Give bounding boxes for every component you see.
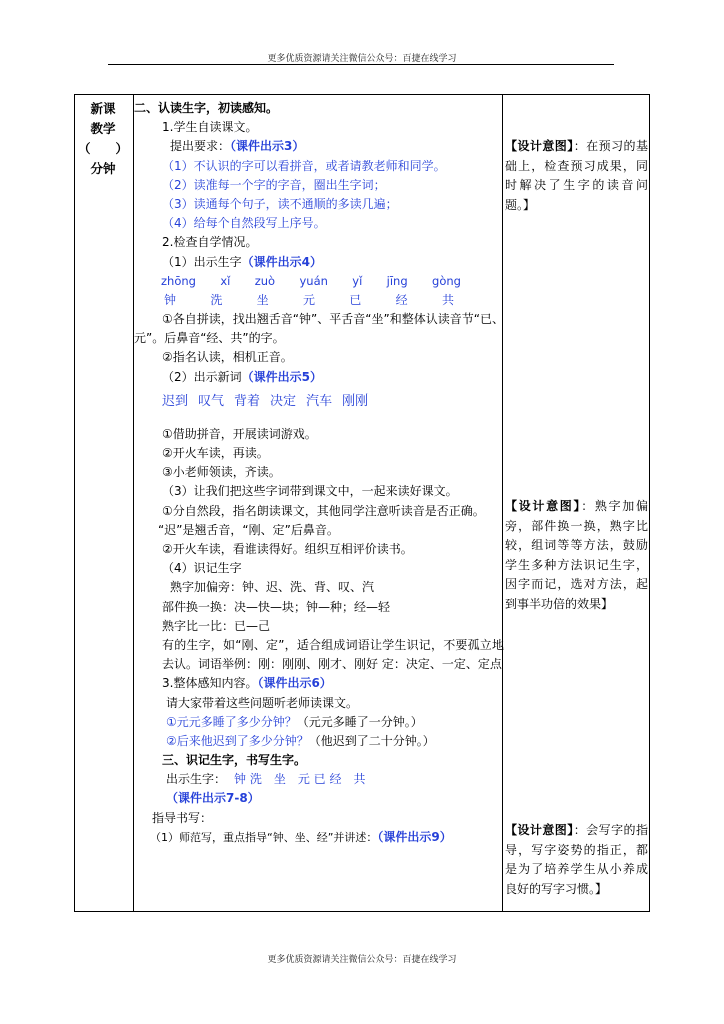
- design-intent-note: [505, 497, 648, 614]
- requirement: （4）给每个自然段写上序号。: [162, 216, 326, 231]
- page-header: 更多优质资源请关注微信公众号：百捷在线学习: [267, 54, 457, 64]
- word: 迟到: [162, 393, 189, 409]
- character: 元: [302, 292, 315, 307]
- courseware-ref: （课件出示7-8）: [166, 791, 260, 806]
- step-line: 2.检查自学情况。: [162, 235, 258, 250]
- question-text: ②后来他迟到了多少分钟？: [166, 733, 309, 748]
- stage-label-line: （ ）: [77, 141, 128, 156]
- pinyin: jīng: [386, 273, 408, 288]
- character: 洗: [210, 292, 223, 307]
- paragraph: ②指名认读，相机正音。: [162, 350, 293, 365]
- word: 汽车: [306, 393, 333, 409]
- word-row: [134, 387, 504, 411]
- requirement: （1）不认识的字可以看拼音，或者请教老师和同学。: [162, 158, 446, 173]
- character-list: 钟 洗 坐 元 已 经 共: [234, 772, 366, 787]
- pinyin: zhōng: [161, 273, 196, 288]
- character: 已: [349, 292, 362, 307]
- step-line: [134, 368, 504, 387]
- requirement: （3）读通每个句子，读不通顺的多读几遍；: [162, 196, 398, 211]
- answer-text: （他迟到了二十分钟。）: [308, 733, 435, 748]
- activity: ①借助拼音，开展读词游戏。: [162, 426, 317, 441]
- text: （1）师范写，重点指导“钟、坐、经”并讲述：: [150, 830, 378, 844]
- paragraph: 有的生字，如“刚、定”，适合组成词语让学生识记，不要孤立地去认。词语举例：刚：刚刚、刚才、刚好 定：决定、一定、定点: [162, 637, 504, 672]
- requirement: （2）读准每一个字的字音，圈出生字词；: [162, 177, 386, 192]
- paragraph: （3）让我们把这些字词带到课文中，一起来读好课文。: [162, 484, 458, 499]
- text: 3.整体感知内容。: [162, 676, 258, 691]
- note-label: 【设计意图】: [505, 139, 574, 153]
- courseware-ref: （课件出示3）: [230, 139, 305, 154]
- paragraph: “迟”是翘舌音，“刚、定”后鼻音。: [158, 522, 339, 537]
- design-intent-note: [505, 821, 648, 899]
- paragraph: ①分自然段，指名朗读课文，其他同学注意听读音是否正确。: [162, 503, 485, 518]
- method: 部件换一换：决—快—块；钟—种；经—轻: [162, 599, 391, 614]
- page-footer: 更多优质资源请关注微信公众号：百捷在线学习: [267, 955, 457, 965]
- lesson-content: [134, 99, 504, 847]
- pinyin: xǐ: [220, 273, 231, 288]
- paragraph: 请大家带着这些问题听老师读课文。: [166, 695, 359, 710]
- paragraph: [134, 828, 504, 847]
- character: 经: [395, 292, 408, 307]
- pinyin-row: [134, 272, 461, 291]
- step-line: （4）识记生字: [162, 561, 242, 576]
- section-title: 三、识记生字，书写生字。: [162, 753, 307, 768]
- note-label: 【设计意图】: [505, 499, 582, 513]
- pinyin: yǐ: [352, 273, 363, 288]
- answer-text: （元元多睡了一分钟。）: [296, 714, 423, 729]
- character: 共: [441, 292, 454, 307]
- text: （1）出示生字: [162, 254, 242, 269]
- section-title: 二、认读生字，初读感知。: [134, 101, 279, 115]
- stage-label-line: 教学: [90, 121, 116, 136]
- design-intent-note: [505, 137, 648, 215]
- word: 刚刚: [342, 393, 369, 409]
- method: 熟字比一比：已—己: [162, 618, 271, 633]
- text: （2）出示新词: [162, 369, 242, 384]
- note-text: ：会写字的指导，写字姿势的指正，都是为了培养学生从小养成良好的写字习惯。】: [505, 823, 648, 896]
- word: 决定: [270, 393, 297, 409]
- pinyin: gòng: [432, 273, 461, 288]
- note-label: 【设计意图】: [505, 823, 574, 837]
- courseware-ref: （课件出示4）: [241, 254, 322, 269]
- question: [134, 732, 504, 751]
- header-rule: [108, 64, 614, 65]
- courseware-ref: （课件出示5）: [241, 369, 322, 384]
- text: 提出要求：: [170, 139, 231, 154]
- step-line: [134, 137, 504, 156]
- method: 熟字加偏旁：钟、迟、洗、背、叹、汽: [170, 580, 375, 595]
- pinyin: zuò: [254, 273, 276, 288]
- note-text: ：在预习的基础上，检查预习成果，同时解决了生字的读音问题。】: [505, 139, 648, 212]
- activity: ②开火车读，再读。: [162, 446, 269, 461]
- character: 钟: [164, 292, 177, 307]
- character-row: [134, 291, 454, 310]
- word: 叹气: [198, 393, 225, 409]
- stage-label-line: 新课: [90, 101, 116, 116]
- text: 出示生字：: [166, 772, 227, 787]
- paragraph: ②开火车读，看谁读得好。组织互相评价读书。: [162, 542, 413, 556]
- word: 背着: [234, 393, 261, 409]
- paragraph: ①各自拼读，找出翘舌音“钟”、平舌音“坐”和整体认读音节“已、元”。后鼻音“经、共”的字。: [134, 312, 504, 346]
- step-line: 指导书写：: [152, 810, 213, 825]
- note-text: ：熟字加偏旁，部件换一换，熟字比较，组词等等方法，鼓励学生多种方法识记生字，因字而记，选对方法，起到事半功倍的效果】: [505, 499, 648, 611]
- step-line: [134, 674, 504, 693]
- courseware-ref: （课件出示9）: [377, 829, 452, 844]
- stage-label: [74, 99, 132, 179]
- activity: ③小老师领读，齐读。: [162, 465, 281, 480]
- character: 坐: [256, 292, 269, 307]
- question-text: ①元元多睡了多少分钟？: [166, 714, 297, 729]
- step-line: 1.学生自读课文。: [162, 120, 258, 135]
- step-line: [134, 770, 504, 789]
- pinyin: yuán: [299, 273, 328, 288]
- courseware-ref: （课件出示6）: [257, 676, 332, 691]
- step-line: [134, 253, 504, 272]
- stage-label-line: 分钟: [90, 161, 116, 176]
- question: [134, 713, 504, 732]
